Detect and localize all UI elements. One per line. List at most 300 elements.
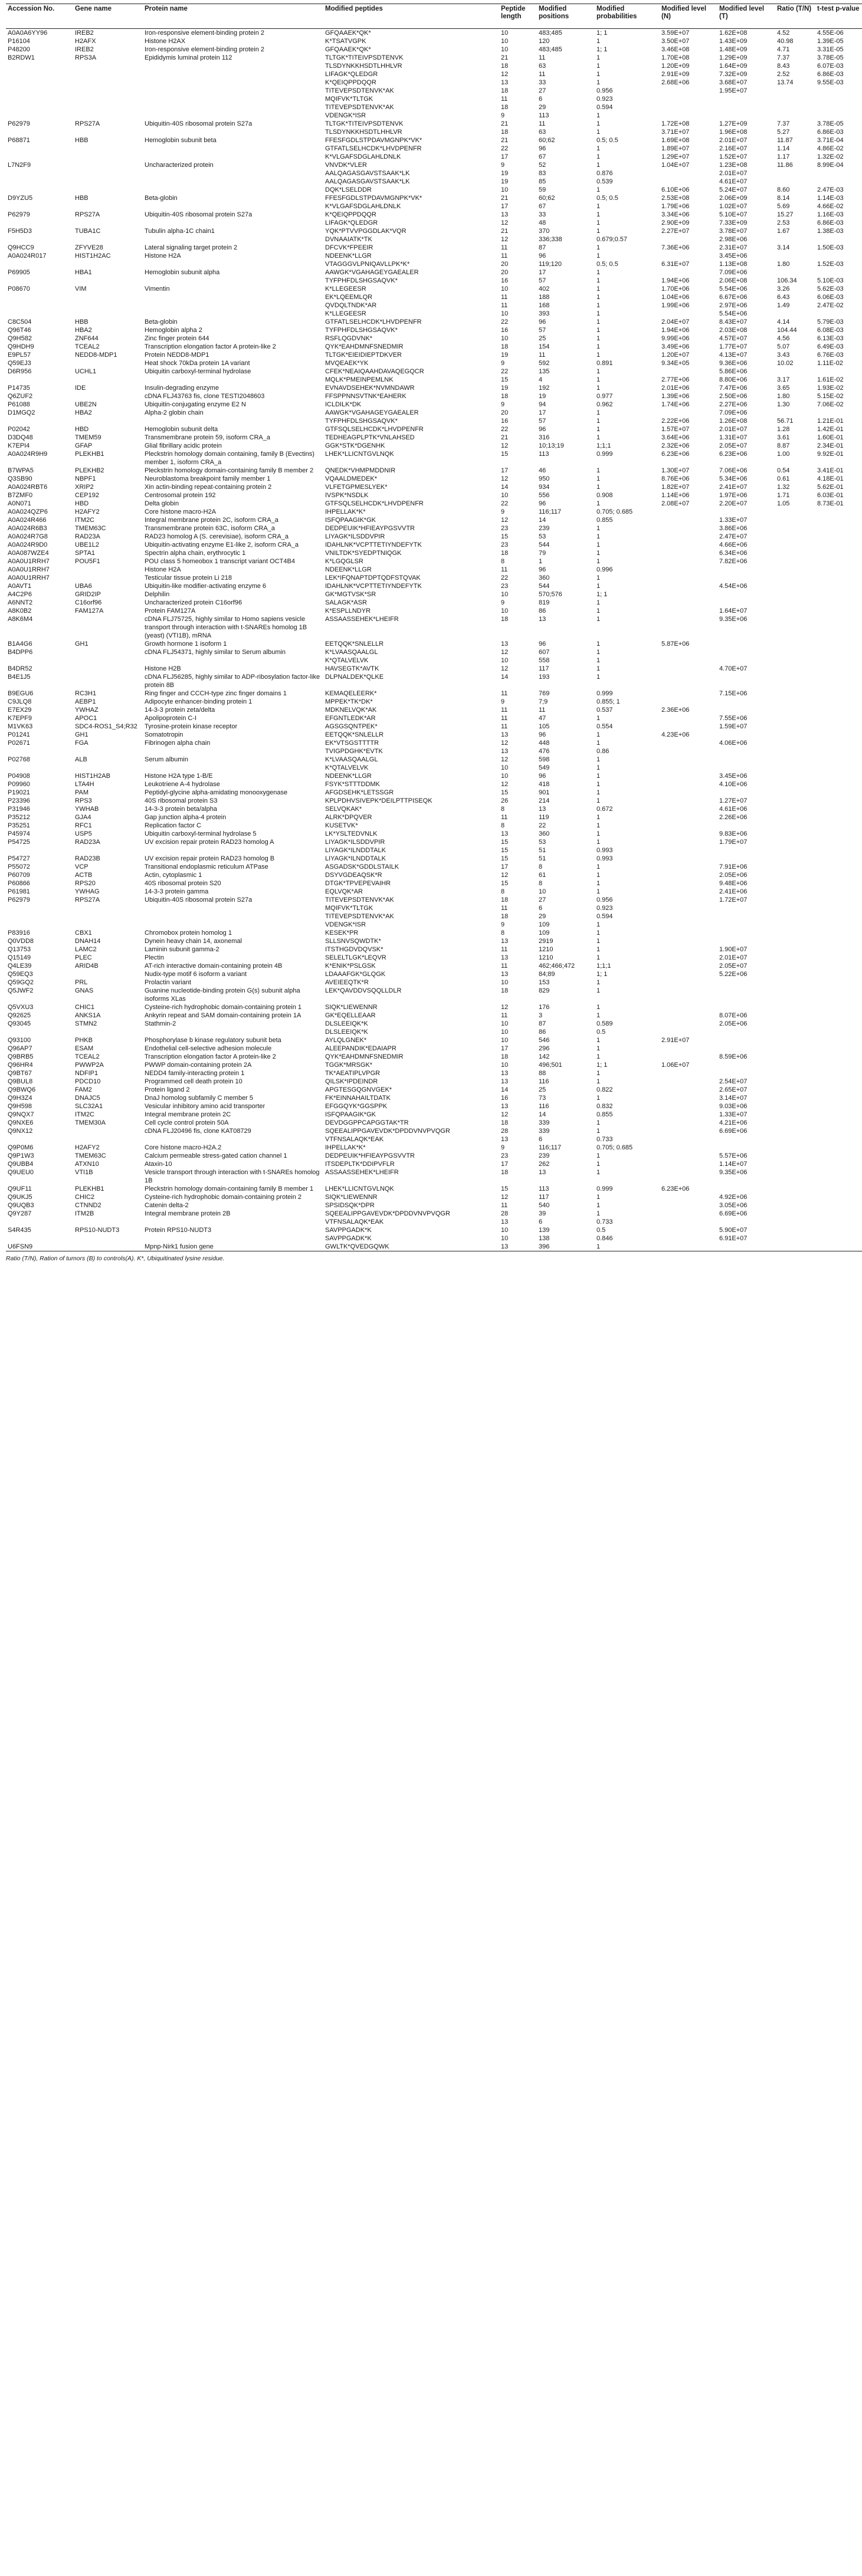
positions-cell: 10;13;19: [539, 442, 564, 449]
protein-name-cell: Testicular tissue protein Li 218: [145, 574, 232, 581]
ratio-cell: [775, 524, 815, 533]
level-t-cell: 2.54E+07: [719, 1078, 748, 1085]
level-t-cell: 5.54E+06: [719, 285, 748, 293]
gene-name-cell: [73, 392, 143, 400]
p-value-cell: 6.06E-03: [817, 294, 844, 301]
peptide-cell: GTFATLSELHCDK*LHVDPENFR: [325, 145, 422, 152]
positions-cell: 73: [539, 1095, 546, 1102]
p-value-cell: [815, 747, 862, 755]
level-n-cell: 9.34E+05: [661, 360, 690, 367]
protein-name-cell: [143, 904, 323, 912]
protein-name-cell: UV excision repair protein RAD23 homolog A: [145, 839, 274, 846]
p-value-cell: [815, 103, 862, 111]
gene-name-cell: [73, 1127, 143, 1135]
length-cell: 11: [501, 1012, 508, 1019]
peptide-cell: KPLPDHVSIVEPK*DEILPTTPISEQK: [325, 797, 432, 804]
level-t-cell: 3.45E+06: [719, 252, 748, 259]
length-cell: 18: [501, 987, 509, 994]
p-value-cell: 2.34E-01: [817, 442, 844, 449]
level-t-cell: 5.57E+06: [719, 1152, 748, 1159]
p-value-cell: [815, 739, 862, 747]
peptide-cell: ASSAASSEHEK*LHEIFR: [325, 1169, 399, 1176]
probabilities-cell: 1: [596, 558, 601, 565]
protein-name-cell: 40S ribosomal protein S20: [145, 880, 221, 887]
accession-cell: [6, 293, 73, 301]
p-value-cell: [815, 1168, 862, 1185]
probabilities-cell: 1: [596, 756, 601, 763]
gene-name-cell: RPS27A: [75, 211, 100, 218]
level-t-cell: 1.97E+06: [719, 492, 748, 499]
p-value-cell: [815, 648, 862, 656]
p-value-cell: [815, 549, 862, 557]
ratio-cell: [775, 962, 815, 970]
table-row: [6, 54, 862, 62]
peptide-cell: LIYAGK*ILNDDTALK: [325, 847, 386, 854]
p-value-cell: [815, 656, 862, 665]
table-row: [6, 1160, 862, 1168]
p-value-cell: [815, 1020, 862, 1028]
level-n-cell: 6.31E+07: [661, 261, 690, 268]
peptide-cell: ICLDILK*DK: [325, 401, 362, 408]
p-value-cell: [815, 87, 862, 95]
gene-name-cell: HBB: [75, 318, 89, 326]
protein-name-cell: Integral membrane protein 2C: [145, 1111, 231, 1118]
p-value-cell: [815, 1036, 862, 1044]
ratio-cell: [775, 1036, 815, 1044]
protein-name-cell: Growth hormone 1 isoform 1: [145, 640, 227, 648]
level-t-cell: [717, 1243, 775, 1251]
probabilities-cell: 1: [596, 500, 601, 507]
length-cell: 10: [501, 1062, 509, 1069]
gene-name-cell: IDE: [75, 385, 86, 392]
level-n-cell: [660, 310, 717, 318]
accession-cell: Q9H582: [8, 335, 32, 342]
ratio-cell: [775, 310, 815, 318]
positions-cell: 116;117: [539, 1144, 562, 1151]
ratio-cell: [775, 615, 815, 640]
level-n-cell: [660, 689, 717, 698]
accession-cell: B4E1J5: [8, 673, 31, 681]
p-value-cell: [815, 178, 862, 186]
gene-name-cell: NDFIP1: [75, 1070, 99, 1077]
gene-name-cell: PLEKHB1: [75, 451, 104, 458]
accession-cell: E7EX29: [8, 707, 32, 714]
p-value-cell: [815, 855, 862, 863]
p-value-cell: [815, 1077, 862, 1086]
level-n-cell: [660, 235, 717, 244]
ratio-cell: [775, 549, 815, 557]
probabilities-cell: 0.962: [596, 401, 613, 408]
probabilities-cell: 1: [596, 1128, 601, 1135]
ratio-cell: 1.80: [777, 261, 790, 268]
ratio-cell: [775, 846, 815, 855]
ratio-cell: [775, 1218, 815, 1226]
table-row: [6, 838, 862, 846]
positions-cell: 336;338: [539, 236, 562, 243]
protein-name-cell: Centrosomal protein 192: [145, 492, 216, 499]
level-t-cell: [717, 698, 775, 706]
gene-name-cell: CHIC2: [75, 1194, 95, 1201]
length-cell: 14: [501, 1086, 509, 1093]
positions-cell: 117: [539, 665, 549, 672]
protein-name-cell: [143, 417, 323, 425]
ratio-cell: 1.30: [777, 401, 790, 408]
p-value-cell: [815, 235, 862, 244]
p-value-cell: 6.03E-01: [817, 492, 844, 499]
probabilities-cell: 1: [596, 921, 601, 928]
peptide-cell: LEK*IFQNAPTDPTQDFSTQVAK: [325, 574, 421, 581]
ratio-cell: 4.56: [777, 335, 790, 342]
peptide-cell: MDKNELVQK*AK: [325, 707, 377, 714]
accession-cell: P48200: [8, 46, 30, 53]
length-cell: 12: [501, 475, 509, 482]
level-t-cell: [717, 1185, 775, 1193]
p-value-cell: 5.62E-01: [817, 484, 844, 491]
length-cell: 13: [501, 211, 509, 218]
p-value-cell: [815, 838, 862, 846]
p-value-cell: [815, 863, 862, 871]
level-n-cell: [660, 714, 717, 722]
peptide-cell: MVQEAEK*YK: [325, 360, 369, 367]
protein-name-cell: [143, 747, 323, 755]
protein-name-cell: RAD23 homolog A (S. cerevisiae), isoform CRA_a: [145, 533, 289, 540]
ratio-cell: [775, 235, 815, 244]
length-cell: 18: [501, 393, 509, 400]
protein-name-cell: [143, 178, 323, 186]
probabilities-cell: 1: [596, 1095, 601, 1102]
ratio-cell: [775, 1110, 815, 1119]
protein-name-cell: Vesicular inhibitory amino acid transporter: [145, 1103, 266, 1110]
positions-cell: 53: [539, 839, 546, 846]
accession-cell: P02671: [8, 740, 30, 747]
p-value-cell: 6.13E-03: [817, 335, 844, 342]
accession-cell: D6R956: [8, 368, 32, 375]
protein-name-cell: Alpha-2 globin chain: [145, 409, 204, 416]
length-cell: 22: [501, 318, 509, 326]
table-row: [6, 70, 862, 78]
protein-name-cell: Peptidyl-glycine alpha-amidating monooxygenase: [145, 789, 288, 796]
header-row: [6, 4, 862, 29]
positions-cell: 27: [539, 896, 546, 903]
table-row: [6, 863, 862, 871]
table-row: [6, 830, 862, 838]
positions-cell: 46: [539, 467, 546, 474]
p-value-cell: 5.62E-03: [817, 285, 844, 293]
peptide-cell: TGGK*MRSGK*: [325, 1062, 373, 1069]
gene-name-cell: [73, 70, 143, 78]
positions-cell: 6: [539, 905, 543, 912]
p-value-cell: 1.42E-01: [817, 426, 844, 433]
p-value-cell: [815, 1028, 862, 1036]
level-n-cell: [660, 582, 717, 590]
accession-cell: B1A4G6: [8, 640, 32, 648]
probabilities-cell: 0.733: [596, 1218, 613, 1225]
peptide-cell: SLLSNVSQWDTK*: [325, 938, 381, 945]
accession-cell: [6, 111, 73, 120]
table-row: [6, 1102, 862, 1110]
ratio-cell: 8.14: [777, 195, 790, 202]
accession-cell: Q93045: [8, 1020, 31, 1027]
gene-name-cell: TMEM63C: [75, 1152, 106, 1159]
probabilities-cell: 0.996: [596, 566, 613, 573]
peptide-cell: TLSDYNKKHSDTLHHLVR: [325, 129, 402, 136]
ratio-cell: [775, 855, 815, 863]
peptide-cell: SIQK*LIEWENNR: [325, 1004, 378, 1011]
peptide-cell: QYK*EAHDMNFSNEDMIR: [325, 1053, 404, 1060]
probabilities-cell: 1: [596, 888, 601, 895]
protein-name-cell: Transmembrane protein 59, isoform CRA_a: [145, 434, 270, 441]
accession-cell: [6, 62, 73, 70]
header-modified-probabilities: Modified probabilities: [595, 4, 660, 29]
p-value-cell: [815, 921, 862, 929]
peptide-cell: KESEK*PR: [325, 929, 359, 937]
probabilities-cell: 0.956: [596, 87, 613, 94]
ratio-cell: [775, 178, 815, 186]
level-n-cell: [660, 1044, 717, 1053]
accession-cell: A0AVT1: [8, 583, 32, 590]
protein-name-cell: Ubiquitin carboxyl-terminal hydrolase: [145, 368, 251, 375]
level-t-cell: 6.91E+07: [719, 1235, 748, 1242]
length-cell: 16: [501, 418, 509, 425]
ratio-cell: [775, 1160, 815, 1168]
positions-cell: 119;120: [539, 261, 562, 268]
accession-cell: [6, 376, 73, 384]
protein-name-cell: [143, 277, 323, 285]
level-n-cell: [660, 178, 717, 186]
level-n-cell: [660, 1152, 717, 1160]
ratio-cell: [775, 541, 815, 549]
level-t-cell: 2.03E+08: [719, 327, 748, 334]
protein-name-cell: cDNA FLJ75725, highly similar to Homo sapiens vesicle transport through interaction with t-SNAREs homolog 1B (yeast) (VTI1B), mRNA: [145, 616, 307, 639]
p-value-cell: 6.86E-03: [817, 129, 844, 136]
level-t-cell: 4.10E+06: [719, 781, 748, 788]
accession-cell: Q9UF11: [8, 1185, 32, 1192]
level-t-cell: 7.91E+06: [719, 863, 748, 870]
table-row: [6, 822, 862, 830]
level-t-cell: 1.96E+08: [719, 129, 748, 136]
probabilities-cell: 0.5; 0.5: [596, 261, 618, 268]
ratio-cell: [775, 1135, 815, 1144]
p-value-cell: [815, 1226, 862, 1234]
accession-cell: Q9UQB3: [8, 1202, 34, 1209]
table-row: [6, 987, 862, 1003]
header-protein-name: Protein name: [143, 4, 323, 29]
table-row: [6, 153, 862, 161]
level-t-cell: 1.48E+09: [719, 46, 748, 53]
ratio-cell: 104.44: [777, 327, 797, 334]
level-n-cell: 2.32E+06: [661, 442, 690, 449]
positions-cell: 53: [539, 533, 546, 540]
accession-cell: P08670: [8, 285, 30, 293]
level-n-cell: [660, 524, 717, 533]
probabilities-cell: 0.923: [596, 905, 613, 912]
level-n-cell: [660, 1110, 717, 1119]
probabilities-cell: 1: [596, 781, 601, 788]
probabilities-cell: 1: [596, 1161, 601, 1168]
ratio-cell: [775, 533, 815, 541]
positions-cell: 57: [539, 418, 546, 425]
table-row: [6, 491, 862, 500]
protein-name-cell: Fibrinogen alpha chain: [145, 740, 211, 747]
accession-cell: [6, 178, 73, 186]
level-t-cell: 1.33E+07: [719, 1111, 748, 1118]
accession-cell: C8C504: [8, 318, 32, 326]
length-cell: 12: [501, 781, 509, 788]
positions-cell: 67: [539, 153, 546, 160]
p-value-cell: 5.10E-03: [817, 277, 844, 284]
protein-name-cell: Pleckstrin homology domain-containing family B member 1: [145, 1185, 314, 1192]
level-t-cell: 1.64E+09: [719, 63, 748, 70]
table-row: [6, 1119, 862, 1127]
ratio-cell: [775, 268, 815, 277]
length-cell: 10: [501, 1029, 509, 1036]
length-cell: 9: [501, 112, 505, 119]
peptide-cell: EK*LQEEMLQR: [325, 294, 373, 301]
gene-name-cell: [73, 87, 143, 95]
table-row: [6, 780, 862, 788]
table-row: [6, 879, 862, 888]
level-n-cell: [660, 1028, 717, 1036]
p-value-cell: [815, 805, 862, 813]
length-cell: 15: [501, 451, 509, 458]
gene-name-cell: HIST1H2AB: [75, 773, 110, 780]
ratio-cell: [775, 1144, 815, 1152]
probabilities-cell: 0.855: [596, 517, 613, 524]
gene-name-cell: UBA6: [75, 583, 92, 590]
accession-cell: [6, 656, 73, 665]
protein-name-cell: Guanine nucleotide-binding protein G(s) subunit alpha isoforms XLas: [145, 987, 300, 1003]
p-value-cell: [815, 698, 862, 706]
probabilities-cell: 1: [596, 764, 601, 771]
length-cell: 8: [501, 558, 505, 565]
gene-name-cell: [73, 1135, 143, 1144]
gene-name-cell: PLEC: [75, 954, 92, 961]
gene-name-cell: DNAH14: [75, 938, 101, 945]
table-row: [6, 1210, 862, 1218]
probabilities-cell: 1: [596, 252, 601, 259]
positions-cell: 192: [539, 385, 550, 392]
positions-cell: 52: [539, 162, 546, 169]
level-n-cell: [660, 557, 717, 566]
level-n-cell: [660, 987, 717, 1003]
level-n-cell: 2.77E+06: [661, 376, 690, 383]
ratio-cell: 3.65: [777, 385, 790, 392]
gene-name-cell: PWWP2A: [75, 1062, 104, 1069]
length-cell: 15: [501, 1185, 509, 1192]
gene-name-cell: RPS20: [75, 880, 96, 887]
ratio-cell: [775, 87, 815, 95]
table-row: [6, 62, 862, 70]
probabilities-cell: 1; 1: [596, 971, 608, 978]
protein-name-cell: Integral membrane protein 2B: [145, 1210, 231, 1217]
positions-cell: 549: [539, 764, 550, 771]
peptide-cell: EFGNTLEDK*AR: [325, 715, 376, 722]
level-n-cell: 1.82E+07: [661, 484, 690, 491]
positions-cell: 769: [539, 690, 550, 697]
positions-cell: 418: [539, 781, 550, 788]
length-cell: 11: [501, 1202, 508, 1209]
ratio-cell: [775, 813, 815, 822]
ratio-cell: [775, 1094, 815, 1102]
peptide-cell: MQIFVK*TLTGK: [325, 905, 373, 912]
length-cell: 22: [501, 368, 509, 375]
level-n-cell: [660, 780, 717, 788]
probabilities-cell: 0.993: [596, 855, 613, 862]
length-cell: 23: [501, 1152, 509, 1159]
gene-name-cell: [73, 764, 143, 772]
accession-cell: A4C2P6: [8, 591, 32, 598]
probabilities-cell: 1: [596, 418, 601, 425]
gene-name-cell: [73, 78, 143, 87]
positions-cell: 25: [539, 335, 546, 342]
p-value-cell: 8.99E-04: [817, 162, 844, 169]
length-cell: 15: [501, 789, 509, 796]
level-t-cell: 9.35E+06: [719, 616, 748, 623]
accession-cell: M1VK63: [8, 723, 33, 730]
gene-name-cell: YWHAG: [75, 888, 100, 895]
p-value-cell: [815, 714, 862, 722]
table-row: [6, 29, 862, 38]
length-cell: 9: [501, 401, 505, 408]
positions-cell: 83: [539, 170, 546, 177]
probabilities-cell: 0.846: [596, 1235, 613, 1242]
gene-name-cell: RPS27A: [75, 896, 100, 903]
positions-cell: 60;62: [539, 137, 555, 144]
level-t-cell: [717, 929, 775, 937]
p-value-cell: [815, 731, 862, 739]
peptide-cell: DVNAAIATK*TK: [325, 236, 372, 243]
level-t-cell: [717, 574, 775, 582]
peptide-cell: K*LGQGLSR: [325, 558, 363, 565]
length-cell: 21: [501, 228, 509, 235]
level-n-cell: 2.01E+06: [661, 385, 690, 392]
level-t-cell: 1.95E+07: [719, 87, 748, 94]
gene-name-cell: [73, 846, 143, 855]
length-cell: 12: [501, 219, 509, 226]
peptide-cell: SELELTLGK*LEQVR: [325, 954, 386, 961]
accession-cell: [6, 912, 73, 921]
level-n-cell: 3.59E+07: [661, 29, 690, 37]
table-row: [6, 1020, 862, 1028]
level-n-cell: [660, 1168, 717, 1185]
table-row: [6, 1234, 862, 1243]
probabilities-cell: 1: [596, 822, 601, 829]
ratio-cell: 3.26: [777, 285, 790, 293]
peptide-cell: SQEEALIPPGAVEVDK*DPDDVNVPVQGR: [325, 1210, 450, 1217]
length-cell: 13: [501, 830, 509, 837]
table-row: [6, 912, 862, 921]
protein-name-cell: Cell cycle control protein 50A: [145, 1119, 229, 1126]
p-value-cell: 1.11E-02: [817, 360, 843, 367]
length-cell: 22: [501, 574, 509, 581]
protein-name-cell: [143, 293, 323, 301]
p-value-cell: [815, 846, 862, 855]
level-t-cell: 4.70E+07: [719, 665, 748, 672]
ratio-cell: [775, 607, 815, 615]
probabilities-cell: 1: [596, 1070, 601, 1077]
accession-cell: Q59EJ3: [8, 360, 31, 367]
p-value-cell: [815, 764, 862, 772]
length-cell: 10: [501, 285, 509, 293]
length-cell: 18: [501, 1119, 509, 1126]
length-cell: 10: [501, 657, 509, 664]
length-cell: 10: [501, 1227, 509, 1234]
level-n-cell: [660, 656, 717, 665]
table-row: [6, 103, 862, 111]
positions-cell: 142: [539, 1053, 550, 1060]
gene-name-cell: ITM2C: [75, 1111, 94, 1118]
length-cell: 23: [501, 525, 509, 532]
